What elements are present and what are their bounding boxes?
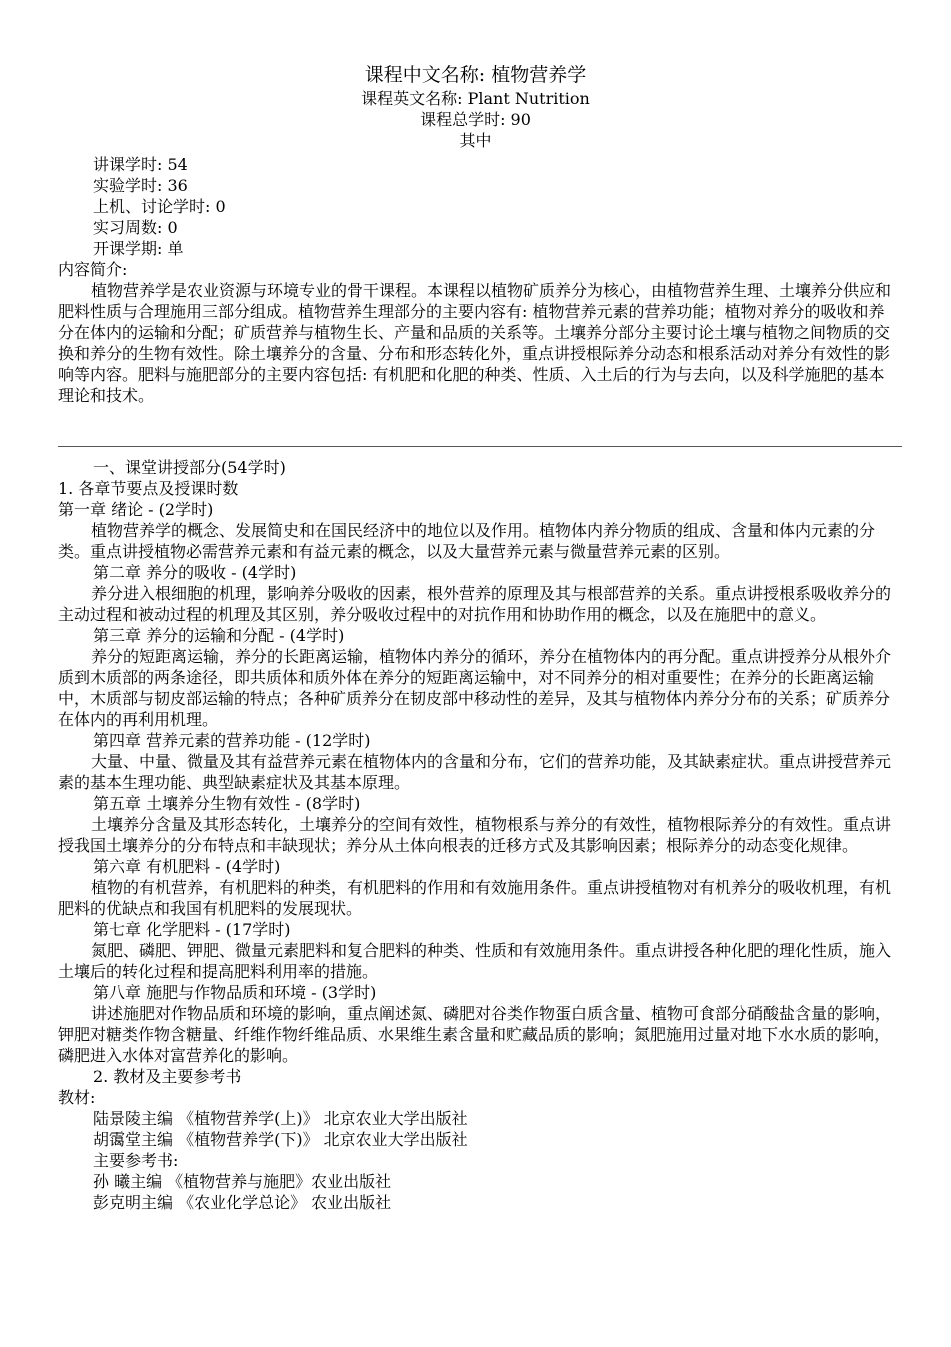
textbooks-heading: 2. 教材及主要参考书 — [93, 1067, 242, 1086]
reference-label: 主要参考书: — [93, 1151, 179, 1170]
chapter-8-text: 讲述施肥对作物品质和环境的影响，重点阐述氮、磷肥对谷类作物蛋白质含量、植物可食部分硝酸盐含量的影响，钾肥对糖类作物含糖量、纤维作物纤维品质、水果维生素含量和贮藏品质的影响；氮肥施用过量对地下水水质的影响，磷肥进入水体对富营养化的影响。 — [58, 1004, 892, 1065]
intro-paragraph: 植物营养学是农业资源与环境专业的骨干课程。本课程以植物矿质养分为核心，由植物营养生理、土壤养分供应和肥料性质与合理施用三部分组成。植物营养生理部分的主要内容有: 植物营养元素的营养功能；植物对养分的吸收和养分在体内的运输和分配；矿质营养与植物生长、产量和品质的关系等。土壤养分部分主要讨论土壤与植物之间物质的交换和养分的生物有效性。除土壤养分的含量、分布和形态转化外，重点讲授根际养分动态和根系活动对养分有效性的影响等内容。肥料与施肥部分的主要内容包括: 有机肥和化肥的种类、性质、入土后的行为与去向，以及科学施肥的基本理论和技术。 — [58, 281, 892, 405]
hours-breakdown — [58, 154, 900, 406]
course-header — [0, 0, 951, 151]
chapter-1-text: 植物营养学的概念、发展简史和在国民经济中的地位以及作用。植物体内养分物质的组成、含量和体内元素的分类。重点讲授植物必需营养元素和有益元素的概念，以及大量营养元素与微量营养元素的区别。 — [58, 521, 876, 561]
section-title: 一、课堂讲授部分(54学时) — [93, 458, 286, 477]
lecture-section — [58, 457, 900, 1213]
reference-item: 孙 曦主编 《植物营养与施肥》农业出版社 — [93, 1172, 392, 1191]
chapter-1-title: 第一章 绪论 - (2学时) — [58, 500, 214, 519]
textbook-item: 陆景陵主编 《植物营养学(上)》 北京农业大学出版社 — [93, 1109, 468, 1128]
chapter-8-title: 第八章 施肥与作物品质和环境 - (3学时) — [93, 983, 377, 1002]
chapter-7-text: 氮肥、磷肥、钾肥、微量元素肥料和复合肥料的种类、性质和有效施用条件。重点讲授各种化肥的理化性质，施入土壤后的转化过程和提高肥料利用率的措施。 — [58, 941, 892, 981]
of-which-label: 其中 — [459, 131, 492, 150]
course-total-hours: 课程总学时: 90 — [420, 110, 531, 129]
practice-weeks: 实习周数: 0 — [93, 218, 178, 237]
chapter-2-text: 养分进入根细胞的机理，影响养分吸收的因素，根外营养的原理及其与根部营养的关系。重点讲授根系吸收养分的主动过程和被动过程的机理及其区别，养分吸收过程中的对抗作用和协助作用的概念，以及在施肥中的意义。 — [58, 584, 892, 624]
textbook-label: 教材: — [58, 1088, 96, 1107]
chapter-4-text: 大量、中量、微量及其有益营养元素在植物体内的含量和分布，它们的营养功能，及其缺素症状。重点讲授营养元素的基本生理功能、典型缺素症状及其基本原理。 — [58, 752, 892, 792]
chapter-3-title: 第三章 养分的运输和分配 - (4学时) — [93, 626, 345, 645]
lecture-hours: 讲课学时: 54 — [93, 155, 188, 174]
lab-hours: 实验学时: 36 — [93, 176, 188, 195]
chapter-5-title: 第五章 土壤养分生物有效性 - (8学时) — [93, 794, 361, 813]
chapter-4-title: 第四章 营养元素的营养功能 - (12学时) — [93, 731, 371, 750]
course-english-name: 课程英文名称: Plant Nutrition — [361, 89, 590, 108]
chapter-3-text: 养分的短距离运输，养分的长距离运输，植物体内养分的循环，养分在植物体内的再分配。重点讲授养分从根外介质到木质部的两条途径，即共质体和质外体在养分的短距离运输中，对不同养分的相对重要性；在养分的长距离运输中，木质部与韧皮部运输的特点；各种矿质养分在韧皮部中移动性的差异，及其与植物体内养分分布的关系；矿质养分在体内的再利用机理。 — [58, 647, 892, 729]
chapter-6-text: 植物的有机营养，有机肥料的种类，有机肥料的作用和有效施用条件。重点讲授植物对有机养分的吸收机理，有机肥料的优缺点和我国有机肥料的发展现状。 — [58, 878, 892, 918]
computer-discussion-hours: 上机、讨论学时: 0 — [93, 197, 226, 216]
chapter-2-title: 第二章 养分的吸收 - (4学时) — [93, 563, 297, 582]
intro-label: 内容简介: — [58, 260, 128, 279]
chapter-5-text: 土壤养分含量及其形态转化，土壤养分的空间有效性，植物根系与养分的有效性，植物根际养分的有效性。重点讲授我国土壤养分的分布特点和丰缺现状；养分从土体向根表的迁移方式及其影响因素；根际养分的动态变化规律。 — [58, 815, 892, 855]
course-chinese-name: 课程中文名称: 植物营养学 — [364, 64, 587, 86]
chapter-7-title: 第七章 化学肥料 - (17学时) — [93, 920, 291, 939]
textbook-item: 胡霭堂主编 《植物营养学(下)》 北京农业大学出版社 — [93, 1130, 468, 1149]
reference-item: 彭克明主编 《农业化学总论》 农业出版社 — [93, 1193, 392, 1212]
semester: 开课学期: 单 — [93, 239, 184, 258]
section-divider — [58, 446, 902, 447]
chapter-6-title: 第六章 有机肥料 - (4学时) — [93, 857, 281, 876]
chapter-summary-heading: 1. 各章节要点及授课时数 — [58, 479, 239, 498]
